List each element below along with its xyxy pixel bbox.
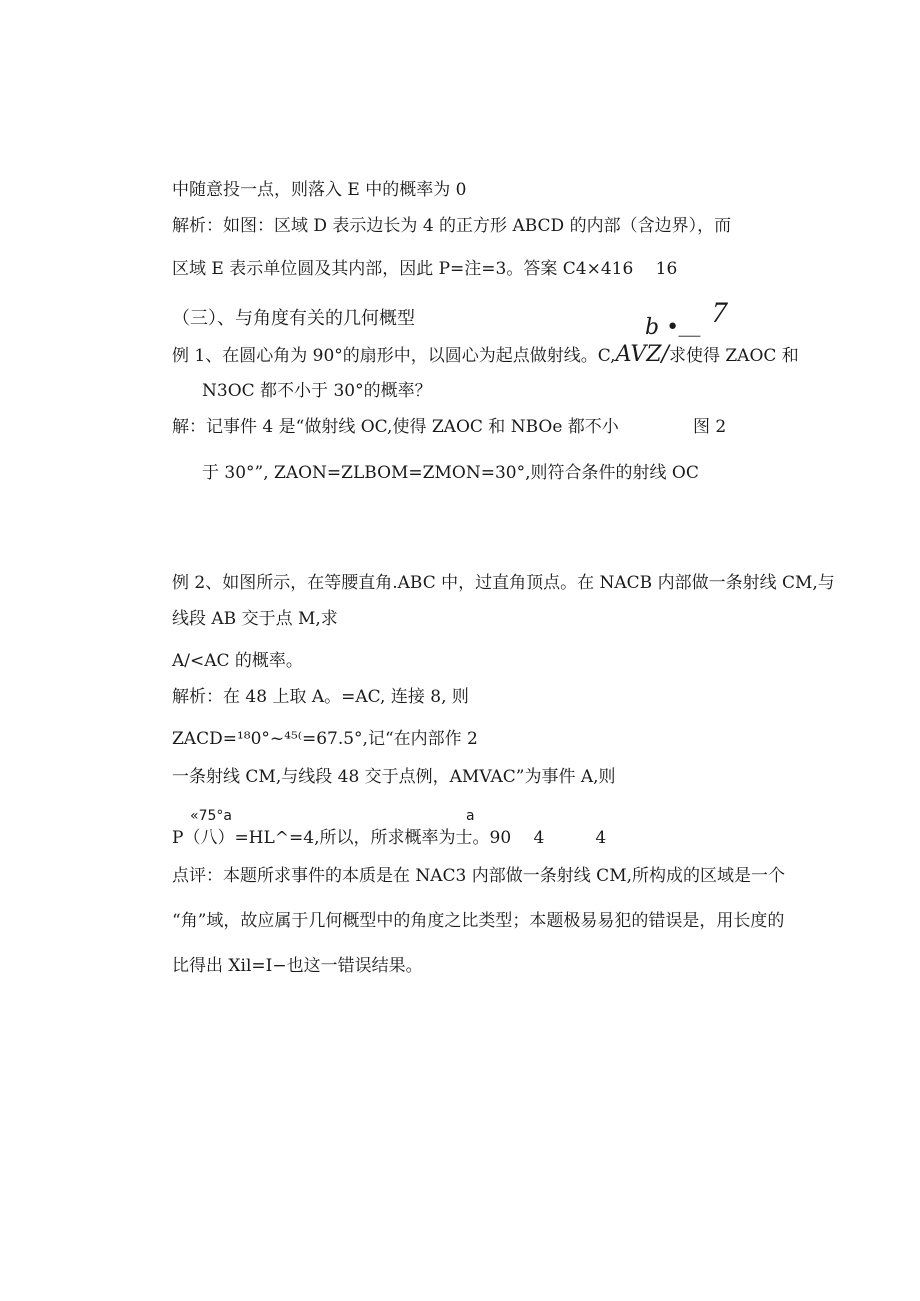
- solution-2-line-b: ZACD=¹⁸0°~⁴⁵⁽=67.5°,记“在内部作 2: [172, 729, 478, 749]
- section-heading: （三）、与角度有关的几何概型: [172, 308, 415, 329]
- example-1-line-b: N3OC 都不小于 30°的概率？: [202, 381, 432, 401]
- example-2-line-a: 例 2、如图所示，在等腰直角.ABC 中，过直角顶点。在 NACB 内部做一条射线 CM,与: [172, 573, 835, 593]
- figure-2-label: 图 2: [693, 417, 727, 437]
- figure-label-avz: AVZ/: [615, 342, 669, 367]
- solution-2-line-a: 解析：在 48 上取 A。=AC, 连接 8, 则: [172, 687, 469, 707]
- solution-2-line-c: 一条射线 CM,与线段 48 交于点例，AMVAC”为事件 A,则: [172, 767, 616, 787]
- review-line-a: 点评：本题所求事件的本质是在 NAC3 内部做一条射线 CM,所构成的区域是一个: [172, 866, 786, 886]
- example-1-tail: 求使得 ZAOC 和: [668, 346, 799, 366]
- example-1-text: 例 1、在圆心角为 90°的扇形中，以圆心为起点做射线。C,: [172, 346, 616, 366]
- figure-label-7: 7: [712, 296, 727, 329]
- solution-1-line-a: 解：记事件 4 是“做射线 OC,使得 ZAOC 和 NBOe 都不小: [172, 417, 619, 437]
- fraction-top: «75°a: [190, 808, 232, 824]
- line-3: 区域 E 表示单位圆及其内部，因此 P=注=3。答案 C4×416 16: [172, 259, 678, 279]
- line-1: 中随意投一点，则落入 E 中的概率为 0: [172, 180, 467, 200]
- solution-2-line-d: P（八）=HL^=4,所以，所求概率为士。90 4 4: [172, 828, 607, 848]
- line-2: 解析：如图：区域 D 表示边长为 4 的正方形 ABCD 的内部（含边界），而: [172, 216, 732, 236]
- example-1-line-a: [172, 343, 799, 368]
- fraction-a: a: [466, 808, 475, 824]
- review-line-b: “角”域，故应属于几何概型中的角度之比类型；本题极易易犯的错误是，用长度的: [172, 911, 785, 931]
- example-2-line-c: A/<AC 的概率。: [172, 651, 303, 671]
- solution-1-line-b: 于 30°”, ZAON=ZLBOM=ZMON=30°,则符合条件的射线 OC: [202, 463, 699, 483]
- figure-label-b: b •＿: [645, 315, 702, 340]
- example-2-line-b: 线段 AB 交于点 M,求: [172, 609, 338, 629]
- review-line-c: 比得出 Xil=I−也这一错误结果。: [172, 956, 423, 976]
